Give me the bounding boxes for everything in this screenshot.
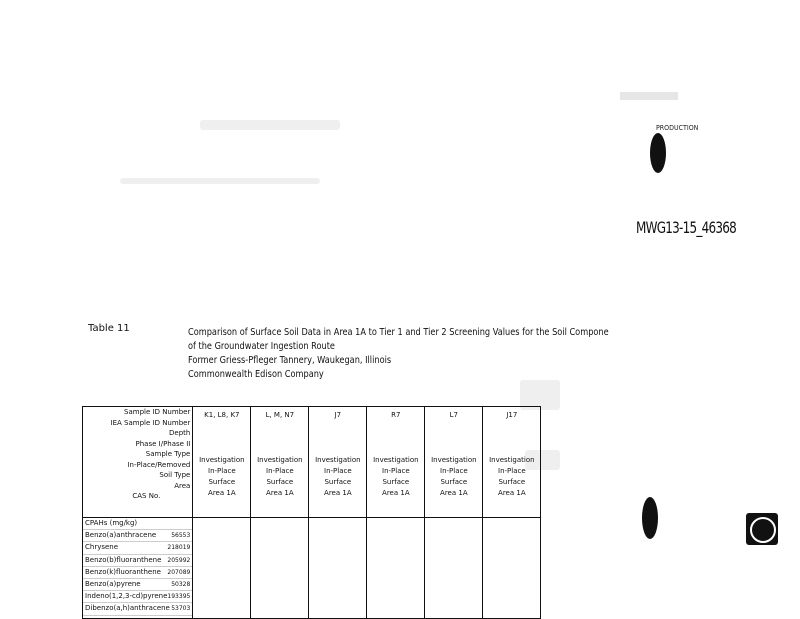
- placement: In-Place: [498, 467, 526, 475]
- data-cell: [367, 518, 425, 619]
- cas-number: 56553: [171, 532, 191, 540]
- row-header-label: In-Place/Removed: [127, 460, 191, 469]
- cas-number: 205992: [167, 556, 191, 564]
- soil-type: Surface: [266, 478, 294, 486]
- soil-type: Surface: [440, 478, 468, 486]
- sample-id: J7: [334, 411, 342, 419]
- sample-id: J17: [506, 411, 518, 419]
- bleed-through-mark: [620, 92, 678, 100]
- title-line: Former Griess-Pfleger Tannery, Waukegan, Illinois: [188, 355, 392, 366]
- analyte-row: [83, 591, 192, 603]
- bleed-through-mark: [200, 120, 340, 130]
- table-header-row: [83, 407, 541, 518]
- area: Area 1A: [440, 489, 468, 497]
- sample-column-header: [193, 407, 251, 518]
- sample-type: Investigation: [257, 456, 303, 464]
- bleed-through-mark: [120, 178, 320, 184]
- row-header-label: IEA Sample ID Number: [110, 418, 191, 427]
- analyte-name: Benzo(a)pyrene: [85, 579, 141, 588]
- analyte-name: Dibenzo(a,h)anthracene: [85, 604, 170, 613]
- analyte-row: [83, 603, 192, 615]
- soil-type: Surface: [498, 478, 526, 486]
- placement: In-Place: [440, 467, 468, 475]
- sample-column-header: [309, 407, 367, 518]
- sample-column-header: [483, 407, 541, 518]
- analyte-name: CPAHs (mg/kg): [85, 519, 138, 527]
- row-header-label: Sample ID Number: [124, 408, 191, 416]
- row-header-label: Soil Type: [159, 471, 191, 479]
- row-header-label: Sample Type: [145, 450, 191, 458]
- analyte-row: [83, 579, 192, 591]
- data-cell: [193, 518, 251, 619]
- data-cell: [309, 518, 367, 619]
- sample-id: K1, L8, K7: [204, 411, 240, 419]
- area: Area 1A: [266, 489, 294, 497]
- sample-type: Investigation: [489, 456, 535, 464]
- analyte-name: Benzo(k)fluoranthene: [85, 567, 161, 576]
- data-cell: [483, 518, 541, 619]
- area: Area 1A: [324, 489, 352, 497]
- soil-data-table: [82, 406, 541, 619]
- placement: In-Place: [382, 467, 410, 475]
- analyte-name: Chrysene: [85, 543, 119, 552]
- data-cell: [425, 518, 483, 619]
- sample-id: L7: [449, 411, 458, 419]
- analyte-row: [83, 518, 192, 530]
- area: Area 1A: [208, 489, 236, 497]
- placement: In-Place: [324, 467, 352, 475]
- sample-id: L, M, N7: [265, 411, 295, 419]
- analyte-name: Benzo(a)anthracene: [85, 531, 157, 540]
- sample-type: Investigation: [315, 456, 361, 464]
- document-id: MWG13-15_46368: [636, 218, 737, 237]
- sample-column-header: [367, 407, 425, 518]
- analyte-name: Benzo(b)fluoranthene: [85, 555, 162, 564]
- sample-type: Investigation: [199, 456, 245, 464]
- table-body-row: [83, 518, 541, 619]
- row-header-label: Phase I/Phase II: [135, 439, 191, 448]
- row-header-labels: [83, 407, 193, 518]
- placement: In-Place: [266, 467, 294, 475]
- placement: In-Place: [208, 467, 236, 475]
- title-line: Comparison of Surface Soil Data in Area 1A to Tier 1 and Tier 2 Screening Values for the Soil Compone: [188, 327, 609, 338]
- sample-column-header: [251, 407, 309, 518]
- punch-hole: [642, 497, 658, 539]
- sample-id: R7: [391, 411, 401, 419]
- cas-number: 50328: [171, 580, 191, 588]
- row-header-label: Area: [174, 481, 191, 490]
- table-title: [188, 326, 609, 382]
- analyte-row: [83, 530, 192, 542]
- cas-number: 193395: [167, 593, 191, 601]
- row-header-label: CAS No.: [132, 492, 161, 500]
- analyte-row: [83, 567, 192, 579]
- sample-column-header: [425, 407, 483, 518]
- table-label: Table 11: [88, 323, 130, 334]
- production-stamp: PRODUCTION: [656, 124, 699, 132]
- soil-type: Surface: [324, 478, 352, 486]
- area: Area 1A: [498, 489, 526, 497]
- soil-type: Surface: [208, 478, 236, 486]
- punch-hole: [650, 133, 666, 173]
- sample-type: Investigation: [373, 456, 419, 464]
- analyte-row: [83, 555, 192, 567]
- data-cell: [251, 518, 309, 619]
- area: Area 1A: [382, 489, 410, 497]
- cas-number: 53703: [171, 605, 191, 613]
- analyte-name: Indeno(1,2,3-cd)pyrene: [85, 592, 168, 601]
- title-line: Commonwealth Edison Company: [188, 369, 324, 380]
- sample-type: Investigation: [431, 456, 477, 464]
- soil-type: Surface: [382, 478, 410, 486]
- cas-number: 207089: [167, 568, 191, 576]
- cas-number: 218019: [167, 544, 191, 552]
- row-header-label: Depth: [169, 429, 191, 437]
- circle-icon: [746, 513, 778, 545]
- analyte-row: [83, 542, 192, 554]
- title-line: of the Groundwater Ingestion Route: [188, 341, 335, 352]
- analyte-list: [83, 518, 193, 619]
